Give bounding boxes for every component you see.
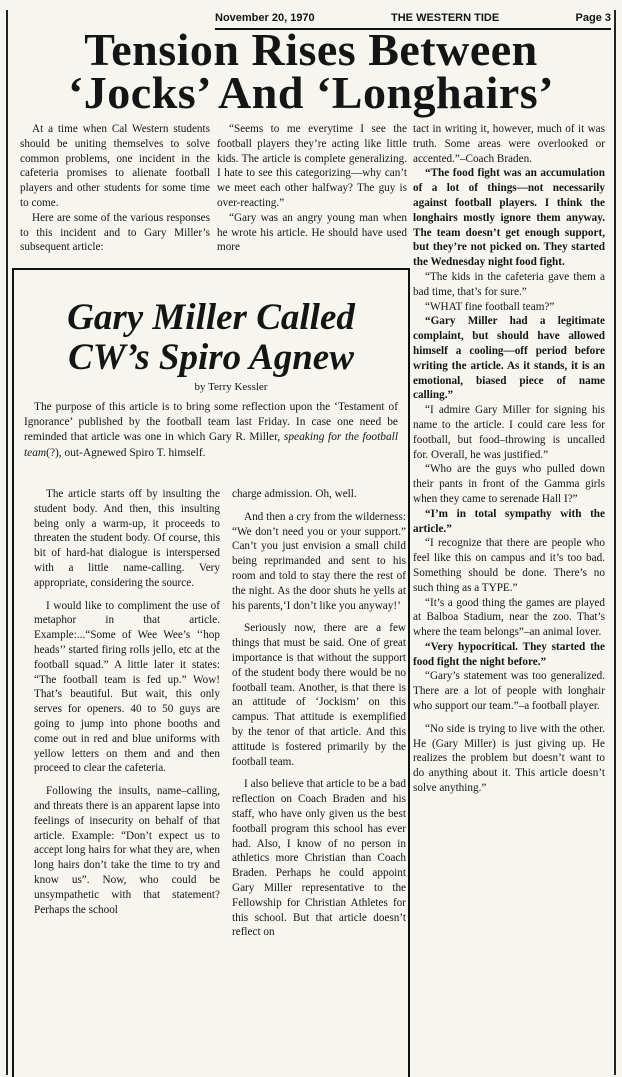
- box-paragraph: I would like to compliment the use of metaphor in that article. Example:...“Some of Wee Wee’s ‘‘hop heads’’ started firing rolls jello, etc at the football squad.” A little later it states: “The football team is fed up.” Wow! That’s beautiful. But wait, this only serves for openers. 40 to 50 guys are going to jump into phone booths and come out in red and blue uniforms with yellow letters on them and and then proceed to clear the cafeteria.: [34, 599, 220, 775]
- headline-line-2: ‘Jocks’ And ‘Longhairs’: [67, 67, 555, 118]
- box-column-2: [232, 487, 406, 940]
- intro-paragraph: Here are some of the various responses to this incident and to Gary Miller’s subsequent article:: [20, 211, 210, 254]
- box-headline-line-1: Gary Miller Called: [67, 297, 355, 338]
- response-paragraph: “Who are the guys who pulled down their pants in front of the Gamma girls when they came to serenade Hall I?”: [413, 463, 605, 505]
- response-paragraph: “Gary Miller had a legitimate complaint, but should have allowed himself a cooling—off period before writing the article. As it stands, it is an emotional, biased piece of name calling.”: [413, 315, 605, 402]
- response-paragraph: “The kids in the cafeteria gave them a bad time, that’s for sure.”: [413, 270, 605, 298]
- quote-paragraph: “Seems to me everytime I see the football players they’re acting like little kids. The article is complete generalizing. I hate to see this categorizing—why can’t we meet each other halfway? The guy is over-reacting.”: [217, 123, 407, 209]
- box-paragraph: I also believe that article to be a bad reflection on Coach Braden and his staff, who have only given us the best football program this school has ever had. Also, I know of no person in athletics more Christian than Coach Braden. Perhaps he could appoint Gary Miller representative to the Fellowship for Christian Athletes for this school. But that article doesn’t reflect on: [232, 778, 406, 939]
- page-border-left: [6, 10, 8, 1075]
- page-number: Page 3: [575, 12, 611, 24]
- box-paragraph: Following the insults, name–calling, and threats there is an apparent lapse into feelings of insecurity on behalf of that article. Example: “Don’t expect us to accept long hairs for what they are, when long hairs don’t take the time to try and know us”. Now, who could be unsympathetic with that statement? Perhaps the school: [34, 785, 220, 916]
- boxed-article: [12, 268, 410, 1077]
- paper-name: THE WESTERN TIDE: [391, 12, 500, 24]
- box-paragraph: The article starts off by insulting the student body. And then, this insulting being only a warm-up, it proceeds to threaten the student body. Of course, this bit of hard-hat dialogue is interspersed with a little name-calling. Very appropriate, considering the source.: [34, 488, 220, 589]
- response-paragraph: “No side is trying to live with the other. He (Gary Miller) is just giving up. He realizes the problem but doesn’t want to do anything about it. This article doesn’t solve anything.”: [413, 722, 605, 795]
- headline-line-1: Tension Rises Between: [84, 24, 538, 75]
- intro-paragraph: At a time when Cal Western students should be uniting themselves to solve common problems, one incident in the cafeteria promises to alienate football players and other students for some time to come.: [20, 123, 210, 209]
- response-paragraph: “WHAT fine football team?”: [425, 300, 555, 313]
- byline: by Terry Kessler: [194, 381, 268, 393]
- quote-paragraph: “Gary was an angry young man when he wrote his article. He should have used more: [217, 211, 407, 254]
- box-intro: [24, 400, 398, 461]
- main-headline: [10, 24, 612, 118]
- box-intro-italic: speaking for the football team: [24, 431, 398, 459]
- response-paragraph: “I recognize that there are people who feel like this on campus and it’s too bad. Something should be done. There’s no such thing as a TYPE.”: [413, 537, 605, 594]
- issue-date: November 20, 1970: [215, 12, 315, 24]
- page-border-right: [614, 10, 616, 1075]
- box-paragraph: Seriously now, there are a few things that must be said. One of great importance is that without the support of the student body there would be no football team. Another, is that there is an attitude of ‘Jockism’ on this campus. That attitude is exemplified by the tenor of that article. And this attitude is fostered primarily by the football team.: [232, 622, 406, 768]
- box-paragraph: charge admission. Oh, well.: [232, 488, 357, 500]
- response-paragraph: “I’m in total sympathy with the article.”: [413, 507, 605, 535]
- intro-column-1: [20, 122, 210, 255]
- response-paragraph: “It’s a good thing the games are played at Balboa Stadium, near the zoo. That’s where the team belongs”–an animal lover.: [413, 596, 605, 639]
- box-headline-line-2: CW’s Spiro Agnew: [68, 337, 354, 378]
- response-paragraph: tact in writing it, however, much of it was truth. Some areas were overlooked or accented.”–Coach Braden.: [413, 123, 605, 165]
- box-paragraph: And then a cry from the wilderness: “We don’t need you or your support.” Can’t you just envision a small child being reprimanded and sent to his room and told to stay there the rest of the night. As the door shuts he yells at his parents,‘I don’t like you anyway!’: [232, 510, 406, 612]
- intro-column-2: [217, 122, 407, 255]
- response-paragraph: “Very hypocritical. They started the food fight the night before.”: [413, 640, 605, 668]
- response-paragraph: “Gary’s statement was too generalized. There are a lot of people with longhair who support our team.”–a football player.: [413, 670, 605, 713]
- box-headline: [14, 298, 408, 378]
- responses-column: [413, 122, 605, 796]
- response-paragraph: “The food fight was an accumulation of a lot of things—not necessarily against football players. I think the longhairs mostly ignore them anyway. The team doesn’t get enough support, but they’re not picked on. They started the Wednesday night food fight.: [413, 167, 605, 269]
- box-intro-text: The purpose of this article is to bring some reflection upon the ‘Testament of Ignorance’ published by the football team last Friday. In case one need be reminded that article was one in which Gary R. Miller,: [24, 401, 398, 444]
- response-paragraph: “I admire Gary Miller for signing his name to the article. I could care less for football, but food–throwing is uncalled for. Overall, he was justified.”: [413, 404, 605, 461]
- box-column-1: [34, 487, 220, 917]
- box-intro-text-end: (?), out-Agnewed Spiro T. himself.: [46, 446, 206, 459]
